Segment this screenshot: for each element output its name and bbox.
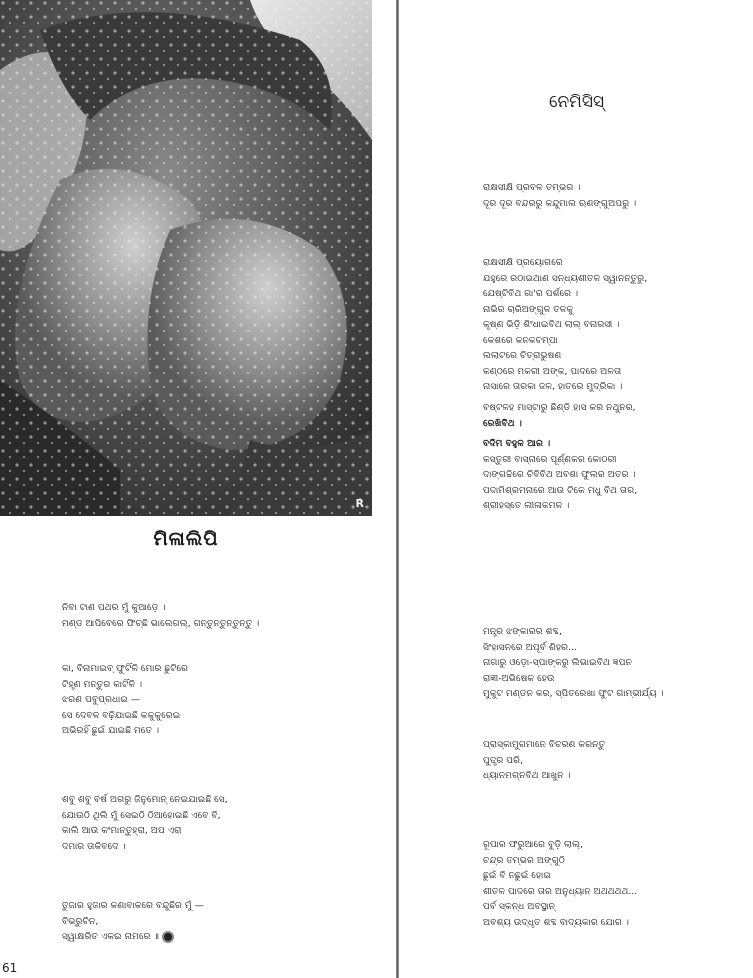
poem-line: ଝରଣ ପବୁପ୍ରଧାଇ — [62,694,141,705]
stanza [62,661,188,739]
poem-line: ଦାଙ୍ଗଚ୍ଚିରେ ଚିବିବିଥ ଅବଶା ଫୁଲର ଅତର । [483,469,636,480]
poem-line: ଅବଶ୍ୟ ଉଦ୍ଧୃତ ଶବ୍ଦ ବାଦ୍ୟକାର ଯୋଗ । [483,916,630,928]
stanza [483,180,636,211]
poem-line: ଲଲାଟରେ ଚିତ୍ରାଭୁଷଣ [483,350,562,361]
poem-line: ପୁତ୍ତ୍ର ପରି, [483,754,524,766]
page-number: 61 [2,961,18,975]
poem-line: ଯେଷ୍ଟିବିଥ ଗା'ର ପର୍ଶରେ । [483,288,579,299]
poem-line: ପର୍ବ ସ୍କନ୍ଧ ଅବସ୍ଥାନ୍ [483,901,556,912]
stanza [483,837,637,930]
stanza [62,898,204,945]
poem-line: ଶୀତଳ ପାଦରେ ତାର ଅନୁଧ୍ୟାନ ଅଥଥଥଥ... [483,885,638,897]
poem-line: କେଶରେ କନକଚମ୍ପା [483,334,558,346]
poem-line: ନାଗାରୁ ଓଡ଼ୋ-ସ୍ପାଙ୍କରୁ ଲିଭାଇବିଥ ଜ୍ଞପନ [483,657,632,668]
poem-line: ପଦାମିଶ୍ରମନାରେ ଆଉ ଟିକେ ମଧୁ ବିଥ ତାର, [483,484,638,496]
stanza [62,600,259,631]
poem-line-final: ସ୍ୱାକ୍ଷରିତ ଏକଇ ନାମରେ ॥ [62,929,204,945]
poem-line: ଧ୍ୟାନମଗ୍ନବିଥ ଆଖୁନ । [483,770,571,781]
cover-photo [0,0,372,516]
poem-line: ସିଂହାସନରେ ଅପୂର୍ବ ଶିହର... [483,641,577,653]
poem-line: କସ୍ତୁରୀ ବାସ୍ନାରେ ପୂର୍ଣ୍ଣକର କୋଠରୀ [483,453,617,465]
stanza [483,436,637,514]
poem-title: ନେମିସିସ୍ [548,92,605,112]
poem-line: ରାଜ୍ଞୀ-ଅଭିଷେକ ହେଉ [483,672,555,684]
poem-line: ପ୍ରାସ୍କାମୁଗମାନେ ବିଚରଣ କରନ୍ତୁ [483,739,606,750]
poem-line: ମଣ୍ଡ ଆପିବେରେ ଫିଚ୍ଛି ଭାଲେଗଲ୍, ଗନ୍ତୁନ୍ତୁନ୍ତୁନ୍ତୁ । [62,617,260,629]
stanza [483,400,636,431]
poem-line: କୃଷ୍ଣ ଭିଡ଼ି ଶିଂଧାଇବିଥ ଲାଲ୍ ବନାରସୀ । [483,319,620,330]
end-bullet-icon [162,931,174,943]
poem-line: କାଲି ଆଉ କଂମାନ୍ତୁହ୍ରା, ଅପ ଏରା [62,825,182,836]
poem-line: ସେ ଦେବଳ ବଢ଼ିଯାଇଛି କକୁକୁରେଇ [62,709,181,721]
poem-line: କଣ୍ଠରେ ମକରୀ ଅଙ୍କ, ପାଦରେ ଅଳତା [483,365,622,377]
poem-line: ନାସାରେ ତାରକା ଜଳ, ହାତରେ ମୁଦ୍ରିକା । [483,381,623,392]
poem-line: ବଦିମ ବହୁଳ ଆର । [483,438,551,449]
poem-line: ରୂପାର ଫରୁଆରେ ବୁଡ଼ି ଲାଲ୍, [483,839,584,850]
poem-line: ତୁଜାର ହୁଜାର କଣାବାକରେ ବନ୍ଦୁଛିର ମୁଁ — [62,900,204,911]
poem-line: ନିବା ଟାଣ ପଥର ମୁଁ କୁଆଡ଼େ । [62,602,166,613]
stanza [483,255,647,395]
poem-line: ମନ୍ତ୍ର ଝଙ୍କାରର ଶବ୍ଦ, [483,626,562,637]
poem-line: ଦମାର ତାକିବଦେ । [62,840,126,852]
poem-line: ଯହୁରେ ରଠାଇଥାଣ ସନ୍ଧ୍ୟଶୀତଳ ସ୍ୱାନନ୍ତୁରୁ, [483,272,648,284]
stanza [483,624,664,702]
poem-line: ଟିହୃଣ ମନ୍ତୁର କାଟିଁଳି । [62,678,143,690]
poem-line: ଅଭିରହିଁ ଛୁଇଁ ଯାଇଛି ମତେ । [62,725,160,736]
abstract-figure-image [0,0,372,516]
poem-line: ଶବୁ ଶବୁ ବର୍ଷ ଅଗରୁ ଜିନୁମୋନ୍ ନେଇଯାଇଛି ସେ, [62,794,228,805]
poem-line: ଛୁଇଁ ବି ନଛୁଇଁ ହୋଇ [483,870,551,881]
poem-line: ମୁକୁଟ ମଣ୍ଡନ କର, ସ୍ପିତରେଖା ଫୁଟ ଗାମ୍ଭୀର୍ଯ୍ୟ । [483,688,664,699]
stanza [483,737,605,784]
poem-line: ଶ୍ରୀହସ୍ତେ ଲୀଳାକମଳ । [483,500,570,511]
poem-line: ରେଖିବିଥ । [483,417,522,429]
poem-line: ରାକ୍ଷସୀକ୍ଷି ପ୍ରବଳ ତମ୍ଭର । [483,182,581,193]
poem-line: କା, ବିନାମାଇବ୍ ଫୁଟିଁଳି ମୋର ଛୁଟିରେ [62,663,189,674]
right-page [400,0,753,978]
poem-title: ମିଳାଲିପି [153,528,219,550]
poem-line: ଚନ୍ଦ୍ର ତମ୍ଭର ଅଙ୍ଗୁଠି [483,854,565,866]
poem-line: ରାକ୍ଷସୀକ୍ଷି ପ୍ରୟୋଗରେ [483,257,563,268]
book-gutter [396,0,399,978]
photo-credit: R [355,497,364,510]
poem-line: ଯୋଉଠି ଥିଲି ମୁଁ ସେଇଠି ଠିଆହୋଇଛି ଏବେ ବି, [62,809,221,821]
poem-line: ନାଭିର ଚାରିଅଙ୍ଗୁଳ ତଳକୁ [483,303,574,315]
poem-line: ଦୂର ଦୂର ବନ୍ଦରରୁ କନ୍ଦୁମାଲ ଋଣଙ୍ଗୁଅପରୁ । [483,197,637,209]
poem-line: ବଷ୍ଟଳହ ମାସ୍ଟାରୁ ଛିଣ୍ଡି ହାସ କର ନଥୁନର, [483,402,636,413]
stanza [62,792,228,854]
poem-line: ବିଭ୍ରୁଚିନ, [62,915,99,927]
